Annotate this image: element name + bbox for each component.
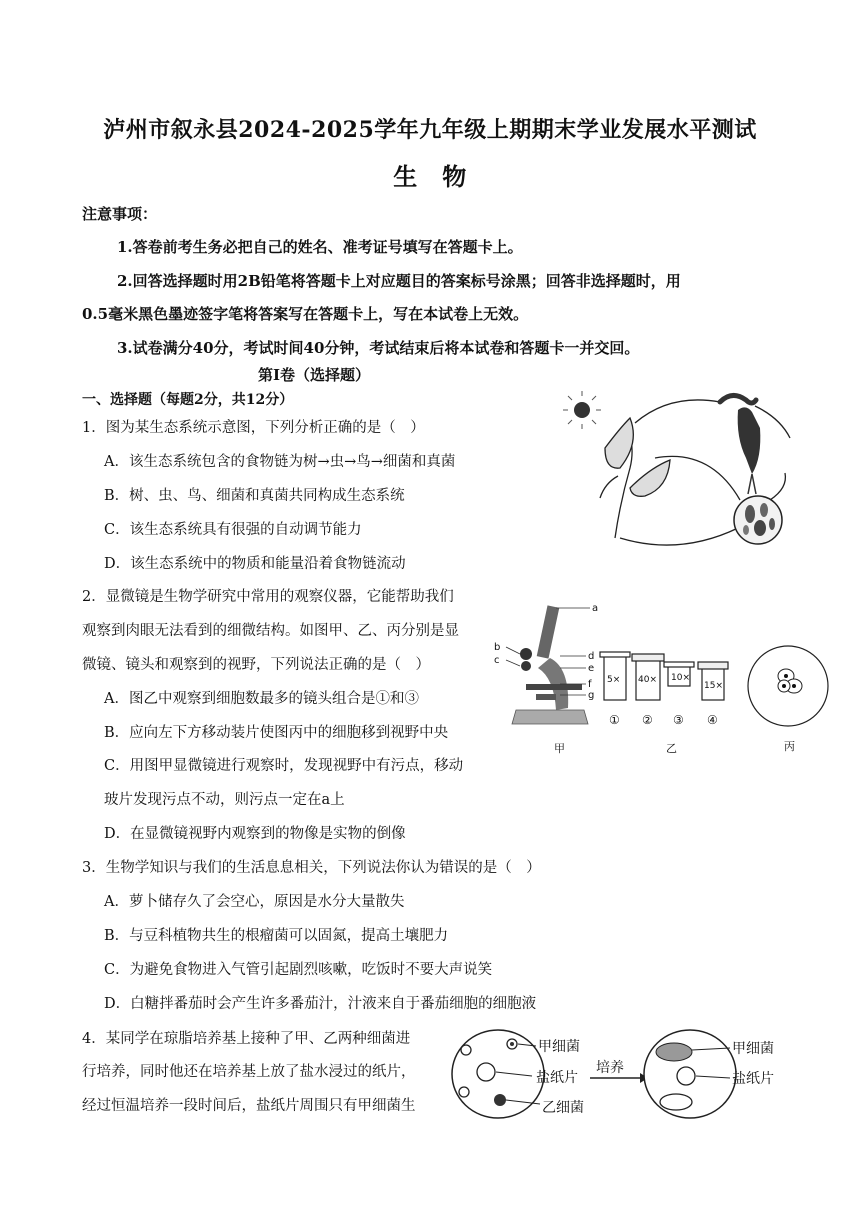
- lens-mag-3: 10×: [671, 673, 690, 683]
- q2-stem-line2: 观察到肉眼无法看到的细微结构。如图甲、乙、丙分别是显: [82, 623, 459, 639]
- label-salt-paper-after: 盐纸片: [732, 1071, 774, 1087]
- lens-num-2: ②: [642, 713, 653, 727]
- section1-title: 一、选择题（每题2分，共12分）: [82, 392, 294, 408]
- q1-option-b: B．树、虫、鸟、细菌和真菌共同构成生态系统: [104, 488, 405, 504]
- q4-stem-line1: 4．某同学在琼脂培养基上接种了甲、乙两种细菌进: [82, 1031, 411, 1047]
- ecosystem-figure: [560, 388, 800, 558]
- label-bacteria-a: 甲细菌: [538, 1039, 580, 1055]
- notice-item-2-line2: 0.5毫米黑色墨迹签字笔将答案写在答题卡上，写在本试卷上无效。: [82, 305, 529, 323]
- mic-label-b: b: [494, 642, 501, 653]
- lens-mag-1: 5×: [607, 675, 621, 685]
- caption-yi: 乙: [666, 742, 677, 755]
- part1-title: 第Ⅰ卷（选择题）: [258, 366, 371, 384]
- microscope-figure: [490, 598, 830, 758]
- petri-dish-after: [644, 1030, 736, 1118]
- q2-option-b: B．应向左下方移动装片使图丙中的细胞移到视野中央: [104, 725, 449, 741]
- q4-stem-line2: 行培养，同时他还在培养基上放了盐水浸过的纸片，: [82, 1064, 416, 1080]
- q3-option-c: C．为避免食物进入气管引起剧烈咳嗽，吃饭时不要大声说笑: [104, 962, 493, 978]
- notice-heading: 注意事项：: [82, 205, 158, 223]
- caterpillar-icon: [720, 395, 756, 403]
- q1-stem: 1．图为某生态系统示意图，下列分析正确的是（ ）: [82, 420, 425, 436]
- bird-icon: [738, 407, 761, 494]
- sun-icon: [563, 391, 601, 429]
- q3-option-a: A．萝卜储存久了会空心，原因是水分大量散失: [104, 894, 405, 910]
- caption-jia: 甲: [554, 742, 565, 755]
- notice-item-3: 3.试卷满分40分，考试时间40分钟，考试结束后将本试卷和答题卡一并交回。: [117, 339, 640, 357]
- lens-mag-4: 15×: [704, 681, 723, 691]
- notice-item-2-line1: 2.回答选择题时用2B铅笔将答题卡上对应题目的答案标号涂黑；回答非选择题时，用: [117, 272, 681, 290]
- mic-label-e: e: [588, 663, 595, 674]
- caption-bing: 丙: [784, 740, 795, 753]
- bacteria-fungi-icon: [734, 496, 782, 544]
- q2-stem-line3: 微镜、镜头和观察到的视野，下列说法正确的是（ ）: [82, 657, 430, 673]
- label-bacteria-a-after: 甲细菌: [732, 1041, 774, 1057]
- label-bacteria-b: 乙细菌: [542, 1100, 584, 1116]
- q4-stem-line3: 经过恒温培养一段时间后，盐纸片周围只有甲细菌生: [82, 1098, 416, 1114]
- q2-option-d: D．在显微镜视野内观察到的物像是实物的倒像: [104, 826, 406, 842]
- subject-title: 生 物: [393, 162, 467, 191]
- mic-label-c: c: [494, 655, 500, 666]
- q1-option-d: D．该生态系统中的物质和能量沿着食物链流动: [104, 556, 406, 572]
- field-of-view: [748, 646, 828, 726]
- mic-label-g: g: [588, 690, 595, 701]
- culture-arrow: [590, 1060, 648, 1083]
- tree-icon: [600, 418, 670, 538]
- q1-option-c: C．该生态系统具有很强的自动调节能力: [104, 522, 362, 538]
- exam-title: 泸州市叙永县2024-2025学年九年级上期期末学业发展水平测试: [103, 117, 757, 143]
- q2-option-c-line1: C．用图甲显微镜进行观察时，发现视野中有污点，移动: [104, 758, 464, 774]
- q3-stem: 3．生物学知识与我们的生活息息相关，下列说法你认为错误的是（ ）: [82, 860, 541, 876]
- mic-label-f: f: [588, 679, 592, 690]
- lens-num-3: ③: [673, 713, 684, 727]
- lens-num-4: ④: [707, 713, 718, 727]
- q3-option-b: B．与豆科植物共生的根瘤菌可以固氮，提高土壤肥力: [104, 928, 449, 944]
- mic-label-a: a: [592, 603, 599, 614]
- notice-item-1: 1.答卷前考生务必把自己的姓名、准考证号填写在答题卡上。: [117, 238, 523, 256]
- lens-mag-2: 40×: [638, 675, 657, 685]
- q1-option-a: A．该生态系统包含的食物链为树→虫→鸟→细菌和真菌: [104, 454, 456, 470]
- label-salt-paper: 盐纸片: [536, 1070, 578, 1086]
- petri-dish-figure: [446, 1026, 806, 1126]
- petri-dish-before: [452, 1030, 544, 1118]
- mic-label-d: d: [588, 651, 595, 662]
- microscope-icon: [512, 605, 588, 724]
- arrow-label: 培养: [596, 1060, 624, 1076]
- q2-option-c-line2: 玻片发现污点不动，则污点一定在a上: [104, 792, 345, 808]
- q3-option-d: D．白糖拌番茄时会产生许多番茄汁，汁液来自于番茄细胞的细胞液: [104, 996, 537, 1012]
- lens-num-1: ①: [609, 713, 620, 727]
- q2-option-a: A．图乙中观察到细胞数最多的镜头组合是①和③: [104, 691, 419, 707]
- q2-stem-line1: 2．显微镜是生物学研究中常用的观察仪器，它能帮助我们: [82, 589, 454, 605]
